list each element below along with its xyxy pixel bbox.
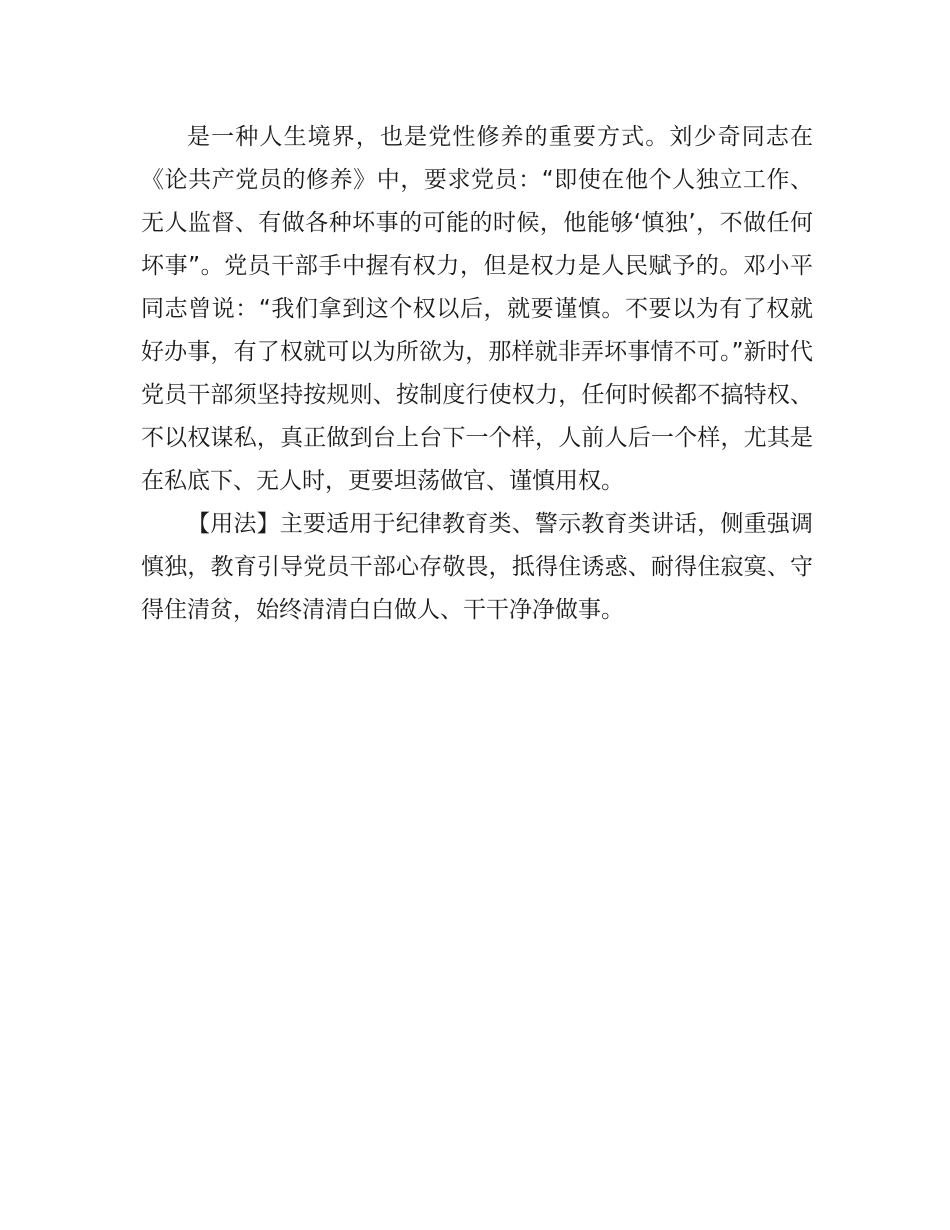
paragraph-shendu-explanation: 是一种人生境界，也是党性修养的重要方式。刘少奇同志在《论共产党员的修养》中，要求党员：“即使在他个人独立工作、无人监督、有做各种坏事的可能的时候，他能够‘慎独’，不做任何坏事”。党员干部手中握有权力，但是权力是人民赋予的。邓小平同志曾说：“我们拿到这个权以后，就要谨慎。不要以为有了权就好办事，有了权就可以为所欲为，那样就非弄坏事情不可。”新时代党员干部须坚持按规则、按制度行使权力，任何时候都不搞特权、不以权谋私，真正做到台上台下一个样，人前人后一个样，尤其是在私底下、无人时，更要坦荡做官、谨慎用权。 [141,124,813,494]
document-body [141,116,813,632]
paragraph-usage: 【用法】主要适用于纪律教育类、警示教育类讲话，侧重强调慎独，教育引导党员干部心存敬畏，抵得住诱惑、耐得住寂寞、守得住清贫，始终清清白白做人、干干净净做事。 [141,511,813,623]
